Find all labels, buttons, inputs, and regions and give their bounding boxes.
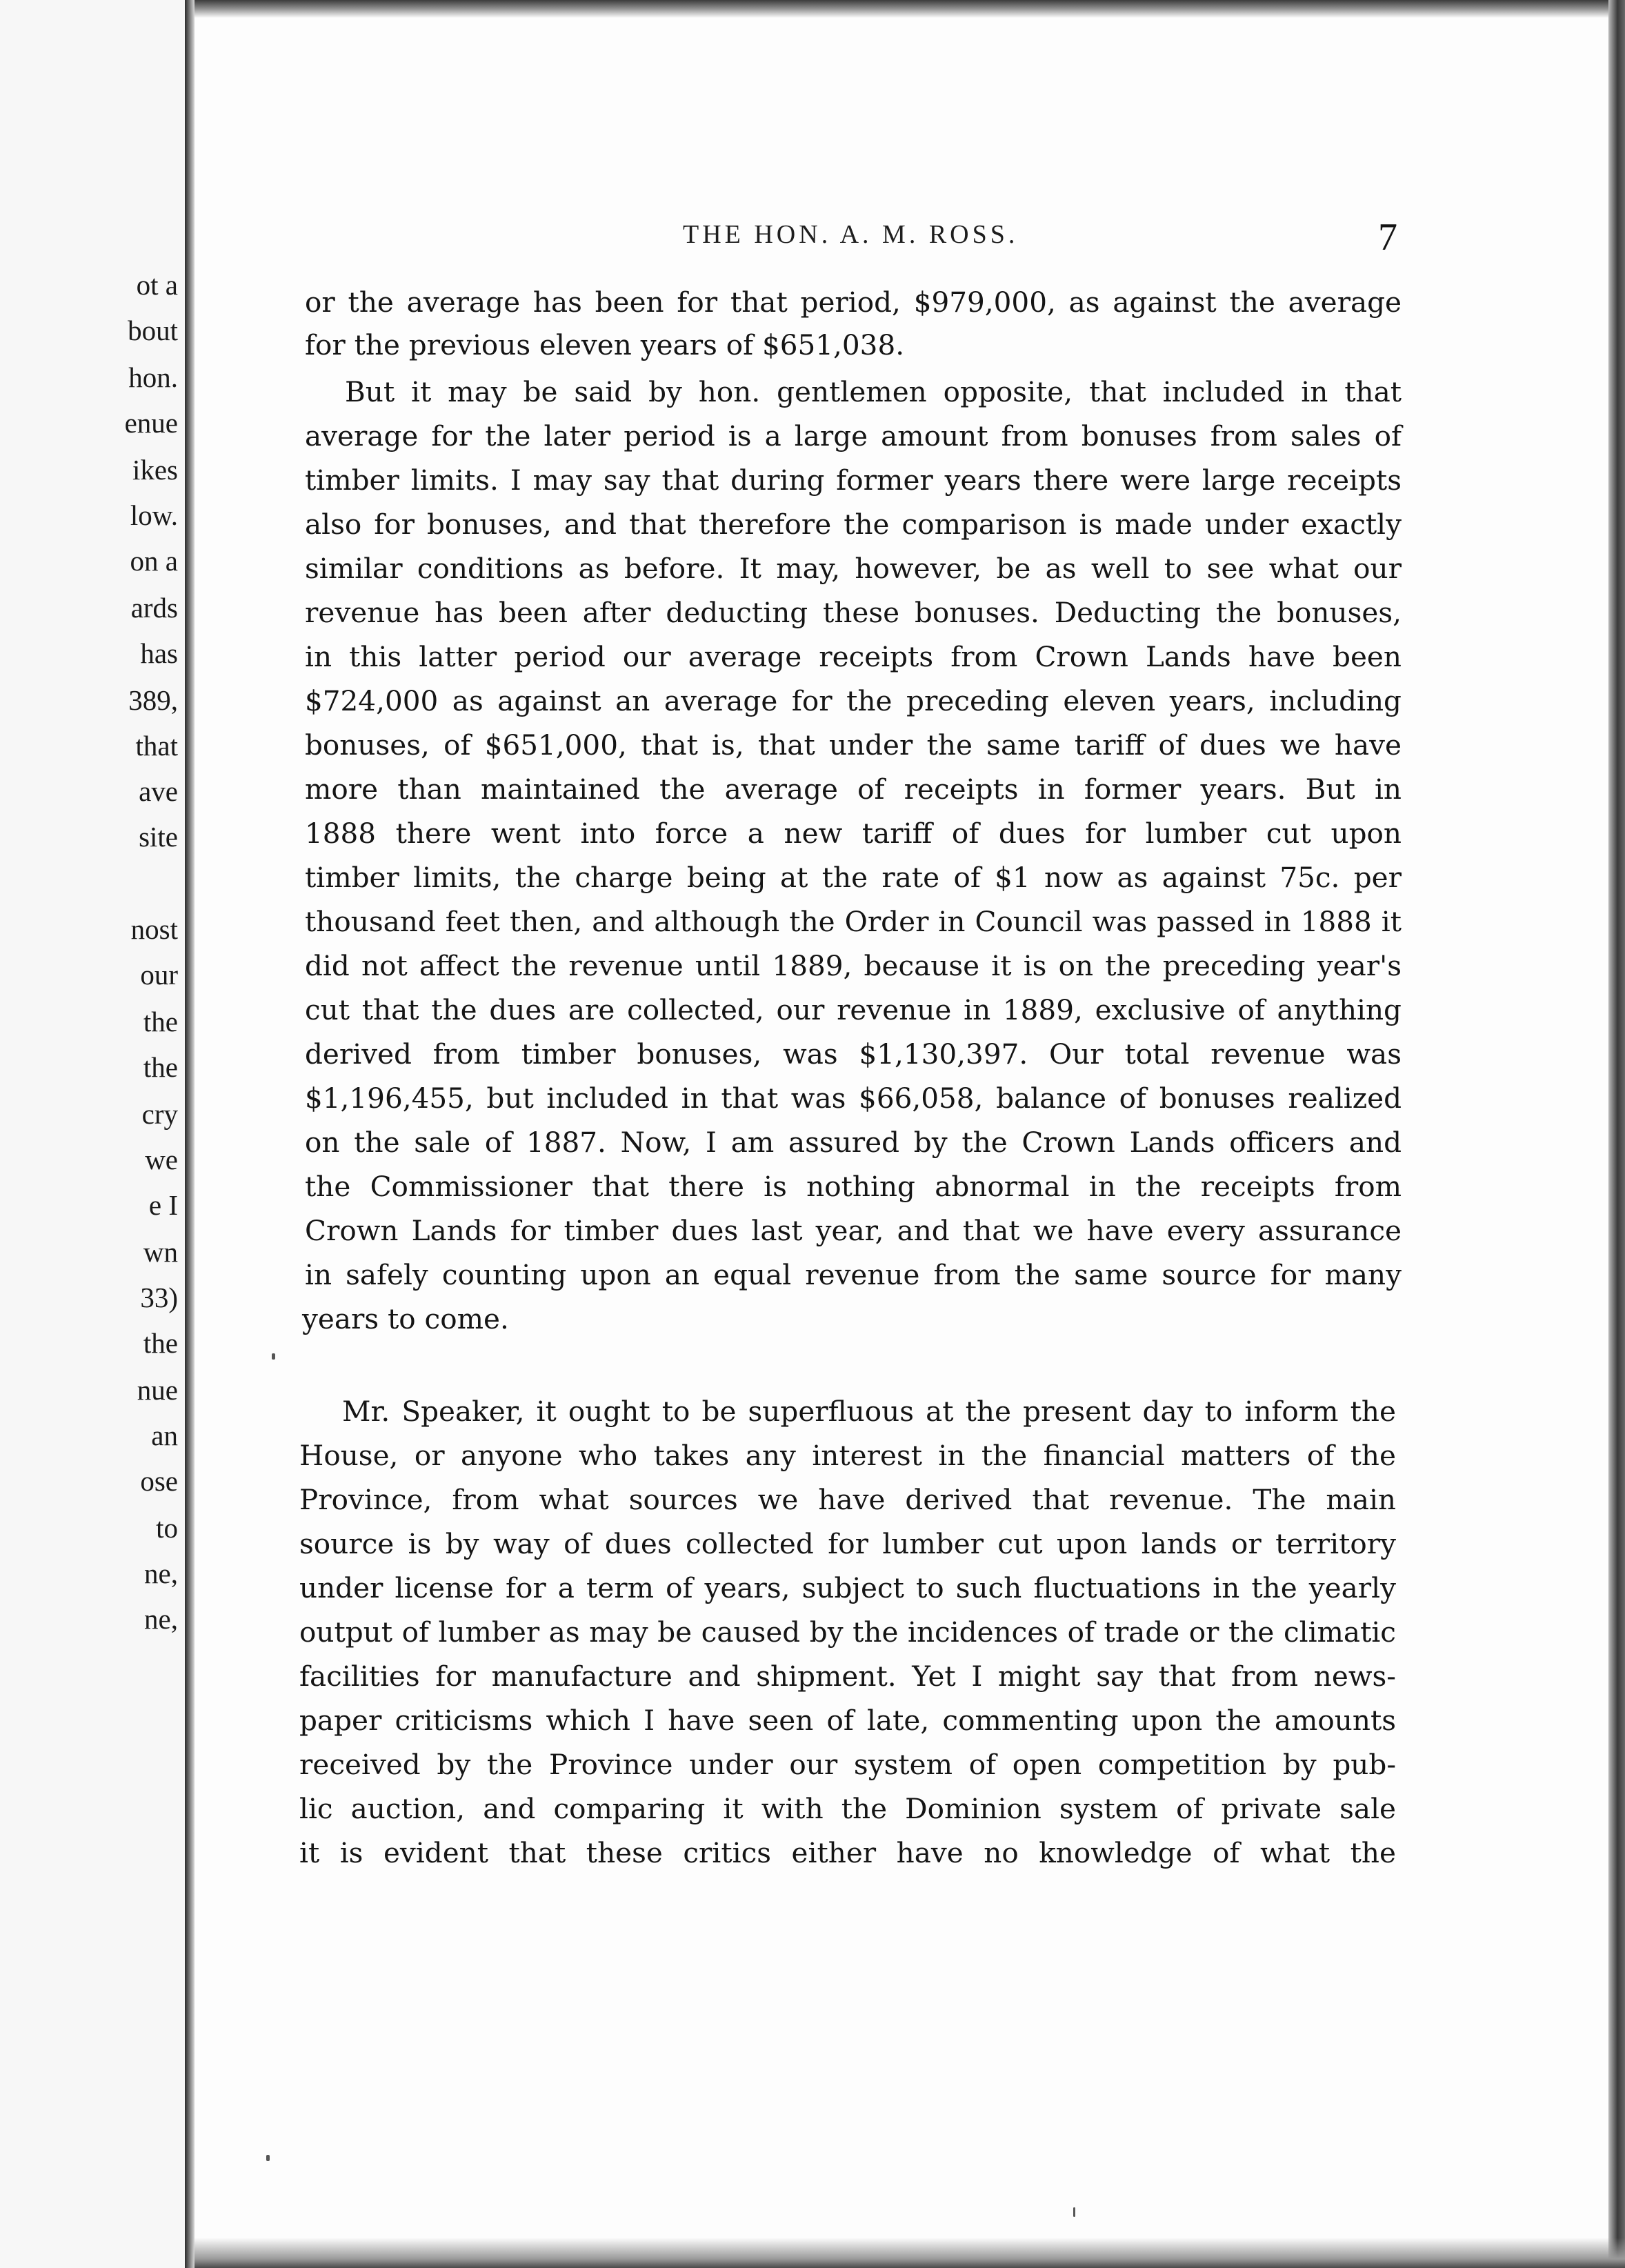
left-page-line: 389, bbox=[128, 684, 178, 716]
left-page-line: the bbox=[143, 1006, 178, 1037]
left-page-line: nue bbox=[137, 1374, 178, 1406]
left-page-line: low. bbox=[130, 499, 178, 531]
top-edge-shadow bbox=[195, 0, 1625, 18]
left-facing-page bbox=[0, 0, 185, 2268]
text-line: more than maintained the average of receipts in former years. But in bbox=[305, 773, 1402, 806]
text-line: paper criticisms which I have seen of late, commenting upon the amounts bbox=[299, 1704, 1396, 1737]
left-page-line: we bbox=[145, 1144, 178, 1175]
page-number: 7 bbox=[1378, 216, 1397, 259]
text-line: thousand feet then, and although the Order in Council was passed in 1888 it bbox=[305, 905, 1402, 938]
left-page-line: that bbox=[135, 730, 178, 762]
text-line: for the previous eleven years of $651,038. bbox=[305, 328, 905, 361]
text-line: average for the later period is a large amount from bonuses from sales of bbox=[305, 419, 1402, 452]
left-page-line: ot a bbox=[136, 269, 178, 301]
text-line: received by the Province under our system of open competition by pub- bbox=[299, 1748, 1396, 1781]
left-page-line: nost bbox=[130, 913, 178, 945]
text-line: revenue has been after deducting these bonuses. Deducting the bonuses, bbox=[305, 596, 1402, 629]
ink-speck bbox=[272, 1353, 275, 1360]
text-line: $724,000 as against an average for the preceding eleven years, including bbox=[305, 684, 1402, 717]
text-line: lic auction, and comparing it with the Dominion system of private sale bbox=[299, 1792, 1396, 1825]
left-page-line: the bbox=[143, 1051, 178, 1083]
left-page-line: bout bbox=[128, 315, 178, 346]
left-page-line: ards bbox=[130, 592, 178, 624]
text-line: under license for a term of years, subject to such fluctuations in the yearly bbox=[299, 1571, 1396, 1604]
text-line: timber limits, the charge being at the rate of $1 now as against 75c. per bbox=[305, 861, 1402, 894]
text-line: But it may be said by hon. gentlemen opposite, that included in that bbox=[345, 375, 1402, 408]
left-page-line: an bbox=[151, 1420, 178, 1451]
text-line: output of lumber as may be caused by the incidences of trade or the climatic bbox=[299, 1615, 1396, 1649]
left-page-line: our bbox=[140, 959, 178, 991]
text-line: facilities for manufacture and shipment. Yet I might say that from news- bbox=[299, 1660, 1396, 1693]
binding-gutter-shadow bbox=[185, 0, 195, 2268]
text-line: 1888 there went into force a new tariff of dues for lumber cut upon bbox=[305, 817, 1402, 850]
text-line: on the sale of 1887. Now, I am assured by the Crown Lands officers and bbox=[305, 1126, 1402, 1159]
text-line: bonuses, of $651,000, that is, that under the same tariff of dues we have bbox=[305, 728, 1402, 762]
text-line: Mr. Speaker, it ought to be superfluous at the present day to inform the bbox=[342, 1395, 1396, 1428]
left-page-line: ose bbox=[140, 1465, 178, 1497]
text-line: House, or anyone who takes any interest in the financial matters of the bbox=[299, 1439, 1396, 1472]
left-page-line: ne, bbox=[144, 1603, 178, 1635]
left-page-line: hon. bbox=[128, 361, 178, 393]
ink-speck bbox=[1073, 2207, 1075, 2217]
text-line: similar conditions as before. It may, however, be as well to see what our bbox=[305, 552, 1402, 585]
text-line: timber limits. I may say that during former years there were large receipts bbox=[305, 464, 1402, 497]
left-page-line: the bbox=[143, 1327, 178, 1359]
text-line: Crown Lands for timber dues last year, and that we have every assurance bbox=[305, 1214, 1402, 1247]
text-line: $1,196,455, but included in that was $66,058, balance of bonuses realized bbox=[305, 1082, 1402, 1115]
left-page-line: ikes bbox=[132, 454, 178, 486]
left-page-line: wn bbox=[143, 1236, 178, 1268]
text-line: cut that the dues are collected, our revenue in 1889, exclusive of anything bbox=[305, 993, 1402, 1026]
text-line: also for bonuses, and that therefore the comparison is made under exactly bbox=[305, 508, 1402, 541]
left-page-line: ave bbox=[139, 775, 178, 807]
text-line: did not affect the revenue until 1889, because it is on the preceding year's bbox=[305, 949, 1402, 982]
text-line: in this latter period our average receipts from Crown Lands have been bbox=[305, 640, 1402, 673]
left-page-line: e I bbox=[148, 1189, 178, 1221]
left-page-line: 33) bbox=[140, 1282, 178, 1313]
left-page-line: cry bbox=[141, 1098, 178, 1130]
left-page-line: site bbox=[139, 821, 178, 853]
text-line: or the average has been for that period, $979,000, as against the average bbox=[305, 286, 1402, 319]
bottom-edge-shadow bbox=[195, 2238, 1625, 2268]
text-line: derived from timber bonuses, was $1,130,397. Our total revenue was bbox=[305, 1037, 1402, 1071]
ink-speck bbox=[266, 2155, 270, 2161]
right-edge-shadow bbox=[1608, 0, 1625, 2268]
running-head: THE HON. A. M. ROSS. bbox=[683, 220, 1019, 249]
text-line: it is evident that these critics either have no knowledge of what the bbox=[299, 1836, 1396, 1869]
text-line: in safely counting upon an equal revenue from the same source for many bbox=[305, 1258, 1402, 1291]
left-page-line: on a bbox=[130, 545, 178, 577]
left-page-line: to bbox=[156, 1512, 178, 1544]
text-line: Province, from what sources we have derived that revenue. The main bbox=[299, 1483, 1396, 1516]
left-page-line: ne, bbox=[144, 1558, 178, 1589]
left-page-line: has bbox=[140, 637, 178, 669]
left-page-line: enue bbox=[124, 407, 178, 439]
text-line: the Commissioner that there is nothing abnormal in the receipts from bbox=[305, 1170, 1402, 1203]
text-line: source is by way of dues collected for lumber cut upon lands or territory bbox=[299, 1527, 1396, 1560]
text-line: years to come. bbox=[302, 1302, 509, 1335]
